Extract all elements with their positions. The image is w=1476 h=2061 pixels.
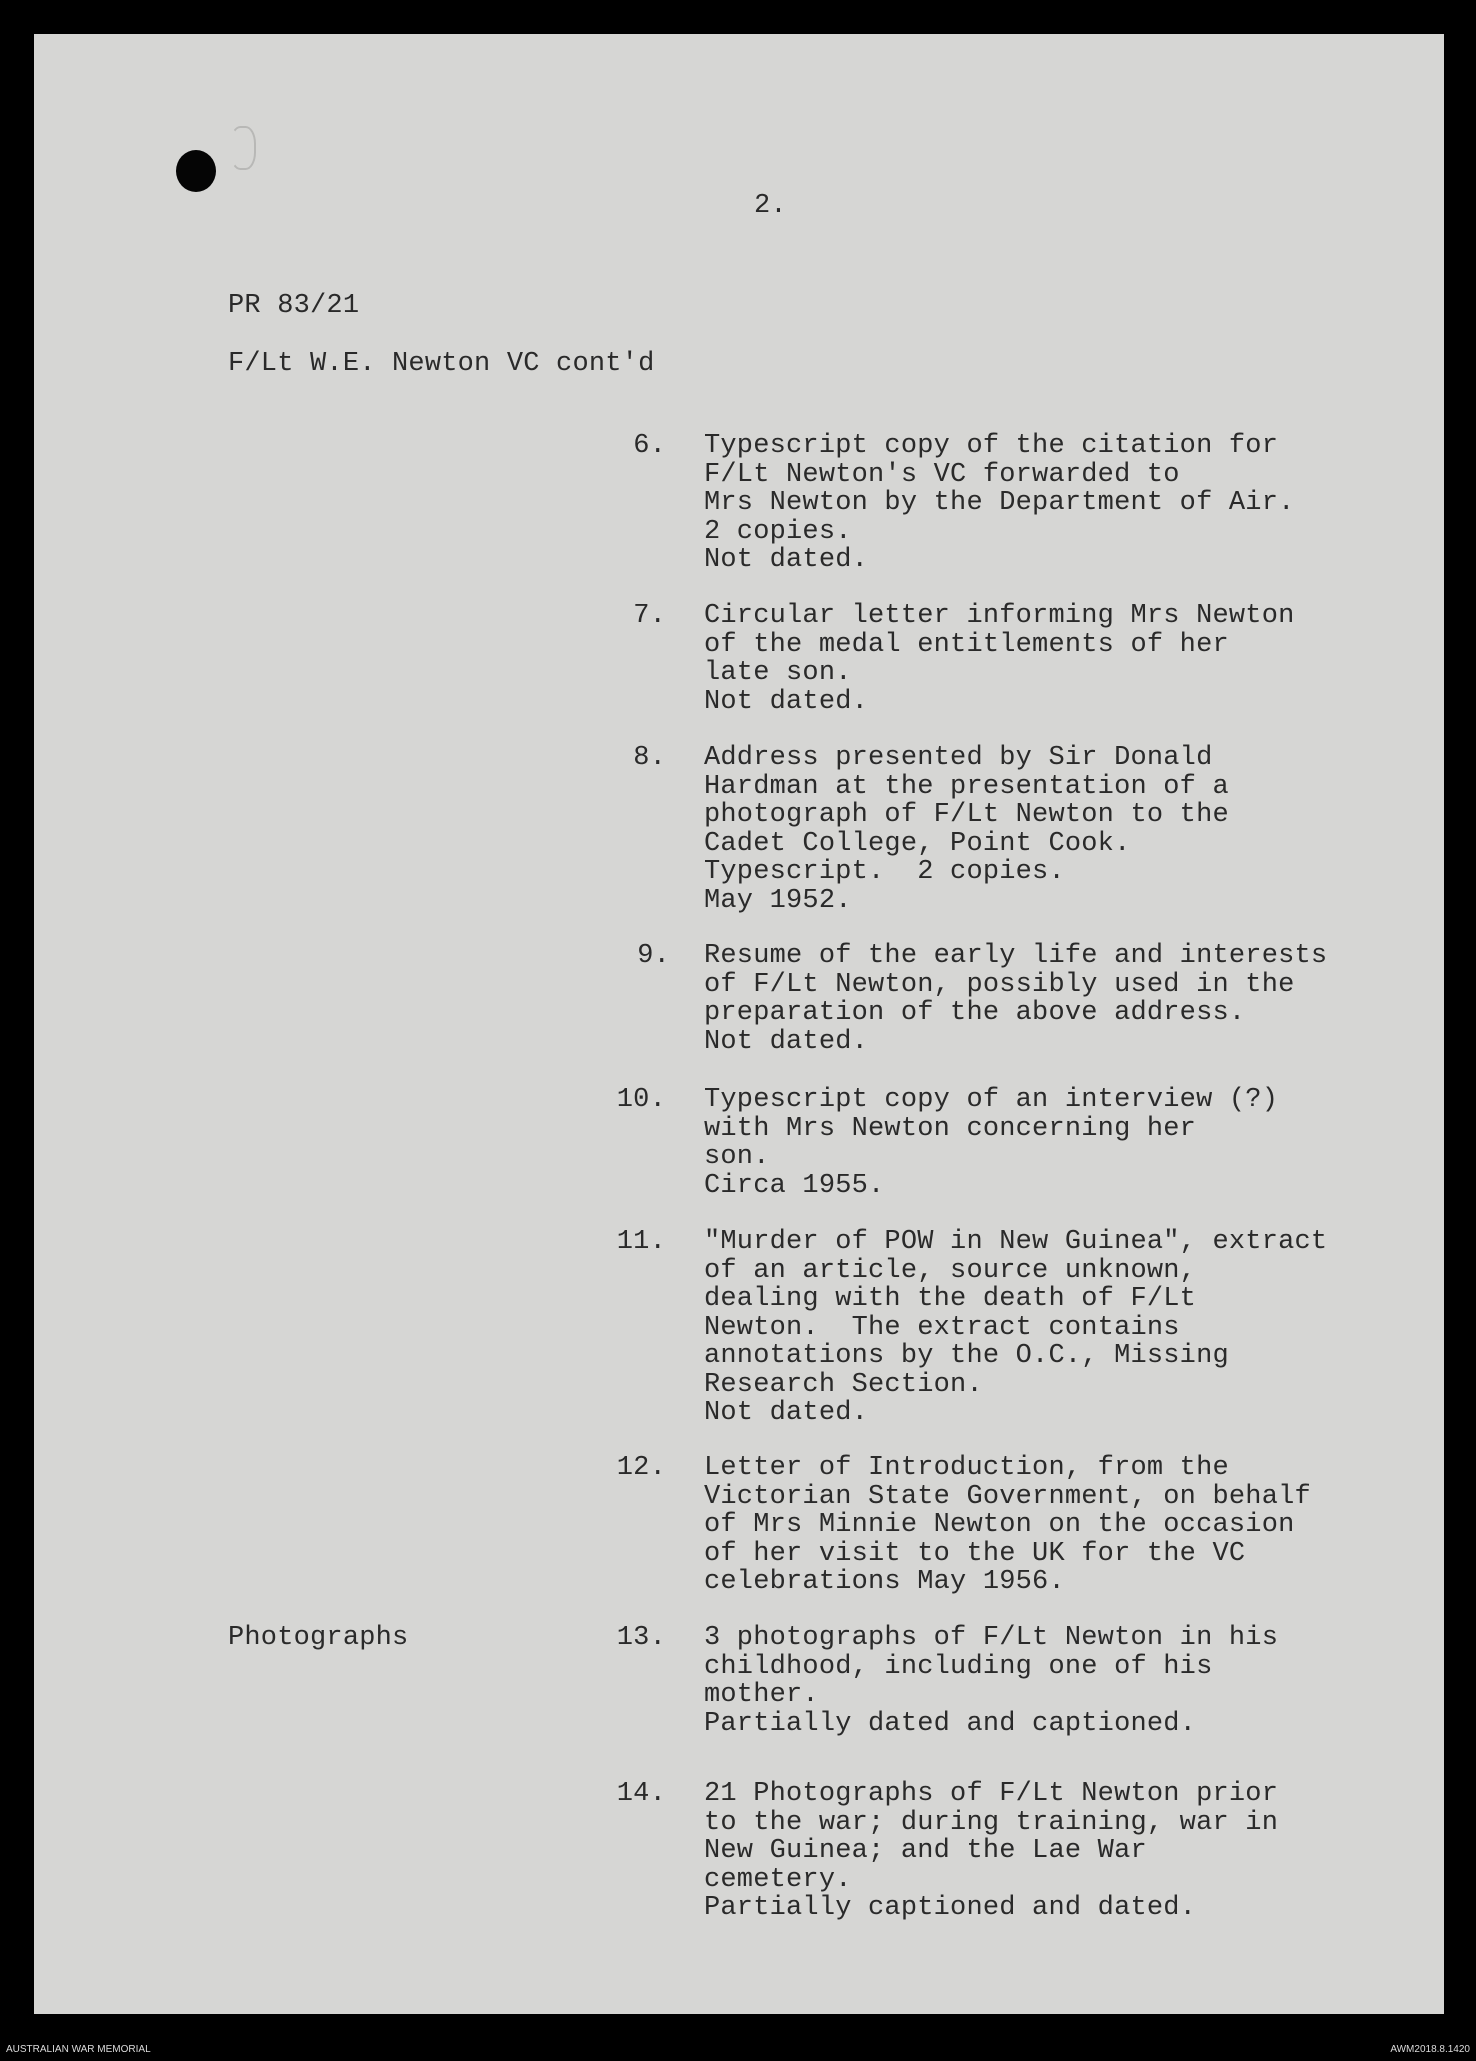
punch-hole — [176, 150, 216, 192]
archive-credit: AUSTRALIAN WAR MEMORIAL — [6, 2044, 151, 2055]
item-text: 3 photographs of F/Lt Newton in his childhood, including one of his mother. Partially dated and captioned. — [704, 1623, 1279, 1739]
item-number: 8. — [633, 743, 666, 773]
item-number: 14. — [616, 1779, 666, 1809]
section-label-photographs: Photographs — [228, 1623, 409, 1653]
item-text: Circular letter informing Mrs Newton of the medal entitlements of her late son. Not dated. — [704, 601, 1295, 717]
item-text: Typescript copy of the citation for F/Lt Newton's VC forwarded to Mrs Newton by the Department of Air. 2 copies. Not dated. — [704, 431, 1295, 575]
page-number: 2. — [754, 191, 787, 221]
item-number: 13. — [616, 1623, 666, 1653]
item-number: 11. — [616, 1227, 666, 1257]
item-number: 12. — [616, 1453, 666, 1483]
item-number: 7. — [633, 601, 666, 631]
item-number: 9. — [637, 941, 670, 971]
reference-number: PR 83/21 — [228, 291, 360, 321]
item-text: 21 Photographs of F/Lt Newton prior to the war; during training, war in New Guinea; and the Lae War cemetery. Partially captioned and dated. — [704, 1779, 1279, 1923]
item-text: Typescript copy of an interview (?) with Mrs Newton concerning her son. Circa 1955. — [704, 1085, 1279, 1201]
item-text: Resume of the early life and interests of F/Lt Newton, possibly used in the preparation of the above address. Not dated. — [704, 941, 1328, 1057]
archive-identifier: AWM2018.8.1420 — [1390, 2044, 1470, 2055]
document-subject: F/Lt W.E. Newton VC cont'd — [228, 349, 655, 379]
item-text: Address presented by Sir Donald Hardman at the presentation of a photograph of F/Lt Newton to the Cadet College, Point Cook. Typescript. 2 copies. May 1952. — [704, 743, 1229, 916]
paper-mark — [230, 126, 256, 170]
item-number: 6. — [633, 431, 666, 461]
item-number: 10. — [616, 1085, 666, 1115]
item-text: "Murder of POW in New Guinea", extract of an article, source unknown, dealing with the death of F/Lt Newton. The extract contains annotations by the O.C., Missing Research Section. Not dated. — [704, 1227, 1328, 1428]
item-text: Letter of Introduction, from the Victorian State Government, on behalf of Mrs Minnie Newton on the occasion of her visit to the UK for the VC celebrations May 1956. — [704, 1453, 1311, 1597]
